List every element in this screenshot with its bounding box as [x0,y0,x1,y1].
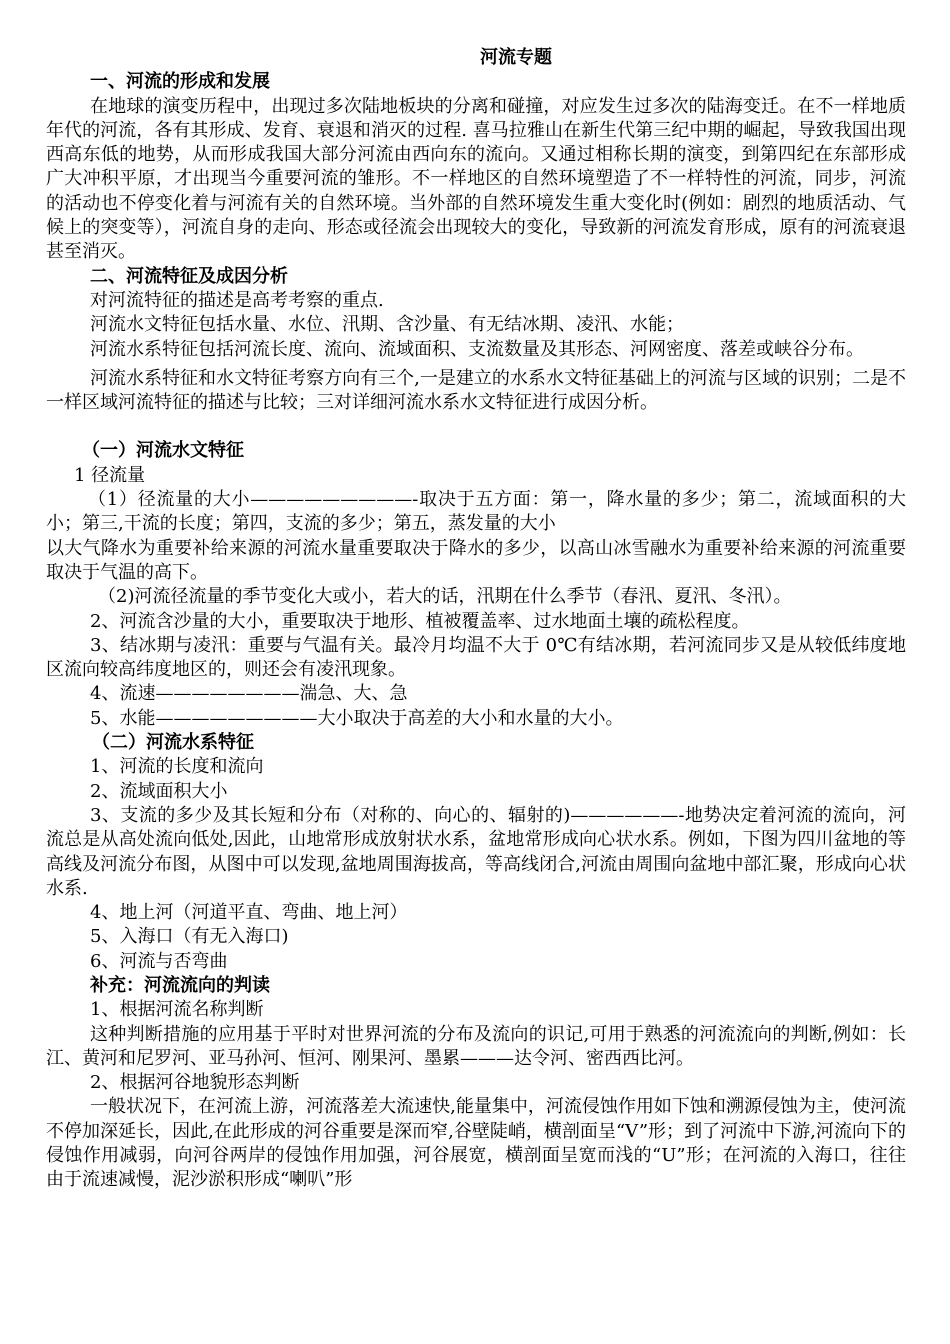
list-item-water-energy: 5、水能—————————大小取决于高差的大小和水量的大小。 [90,707,624,729]
list-item-meander: 6、河流与否弯曲 [90,950,228,972]
subsection-heading-hydrology: （一）河流水文特征 [82,440,244,462]
paragraph-runoff-size: （1）径流量的大小—————————-取决于五方面：第一，降水量的多少；第二，流域面积的大小；第三,干流的长度；第四，支流的多少；第五，蒸发量的大小 [46,489,906,535]
paragraph-runoff-supply: 以大气降水为重要补给来源的河流水量重要取决于降水的多少，以高山冰雪融水为重要补给来源的河流重要取决于气温的高下。 [46,537,906,583]
paragraph-by-name: 这种判断措施的应用基于平时对世界河流的分布及流向的识记,可用于熟悉的河流流向的判断,例如：长江、黄河和尼罗河、亚马孙河、恒河、刚果河、墨累———达令河、密西西比河。 [46,1023,906,1069]
list-item-runoff: 1 径流量 [74,464,146,486]
paragraph-by-valley: 一般状况下，在河流上游，河流落差大流速快,能量集中，河流侵蚀作用如下蚀和溯源侵蚀为主，使河流不停加深延长，因此,在此形成的河谷重要是深而窄,谷壁陡峭，横剖面呈“V”形；到了河流中下游,河流向下的侵蚀作用减弱，向河谷两岸的侵蚀作用加强，河谷展宽，横剖面呈宽而浅的“U”形；在河流的入海口，往往由于流速减慢，泥沙淤积形成“喇叭”形 [46,1096,906,1191]
list-item-length: 1、河流的长度和流向 [90,756,264,778]
paragraph-formation: 在地球的演变历程中，出现过多次陆地板块的分离和碰撞，对应发生过多次的陆海变迁。在不一样地质年代的河流，各有其形成、发育、衰退和消灭的过程. 喜马拉雅山在新生代第三纪中期的崛起，导致我国出现西高东低的地势，从而形成我国大部分河流由西向东的流向。又通过相称长期的演变，到第四纪在东部形成广大冲积平原，才出现当今重要河流的雏形。不一样地区的自然环境塑造了不一样特性的河流，同步，河流的活动也不停变化着与河流有关的自然环境。当外部的自然环境发生重大变化时(例如：剧烈的地质活动、气候上的突变等），河流自身的走向、形态或径流会出现较大的变化，导致新的河流发育形成，原有的河流衰退甚至消灭。 [46,95,906,263]
document-title: 河流专题 [480,47,552,68]
paragraph-hydrology-features: 河流水文特征包括水量、水位、汛期、含沙量、有无结冰期、凌汛、水能； [90,314,684,336]
list-item-sediment: 2、河流含沙量的大小，重要取决于地形、植被覆盖率、过水地面土壤的疏松程度。 [90,610,750,632]
list-item-ice-period: 3、结冰期与凌汛：重要与气温有关。最冷月均温不大于 0℃有结冰期，若河流同步又是从较低纬度地区流向较高纬度地区的，则还会有凌汛现象。 [46,634,906,681]
paragraph-exam-directions: 河流水系特征和水文特征考察方向有三个,一是建立的水系水文特征基础上的河流与区域的识别；二是不一样区域河流特征的描述与比较；三对详细河流水系水文特征进行成因分析。 [46,367,906,414]
list-item-flow-speed: 4、流速————————湍急、大、急 [90,683,408,705]
paragraph-runoff-season: （2)河流径流量的季节变化大或小，若大的话，汛期在什么季节（春汛、夏汛、冬汛）。 [98,586,792,608]
paragraph-drainage-features: 河流水系特征包括河流长度、流向、流域面积、支流数量及其形态、河网密度、落差或峡谷分布。 [90,338,864,360]
list-item-basin-area: 2、流域面积大小 [90,780,228,802]
spacer [46,415,906,439]
list-item-by-valley: 2、根据河谷地貌形态判断 [90,1072,300,1094]
paragraph-exam-focus: 对河流特征的描述是高考考察的重点. [90,289,384,311]
supplement-heading: 补充：河流流向的判读 [90,974,270,996]
subsection-heading-drainage: （二）河流水系特征 [92,732,254,754]
section-heading-features: 二、河流特征及成因分析 [90,265,288,287]
list-item-estuary: 5、入海口（有无入海口) [90,926,289,948]
list-item-by-name: 1、根据河流名称判断 [90,999,264,1021]
list-item-elevated-river: 4、地上河（河道平直、弯曲、地上河） [90,902,408,924]
section-heading-formation: 一、河流的形成和发展 [90,71,270,93]
list-item-tributaries: 3、支流的多少及其长短和分布（对称的、向心的、辐射的)——————-地势决定着河流的流向，河流总是从高处流向低处,因此，山地常形成放射状水系，盆地常形成向心状水系。例如，下图为四川盆地的等高线及河流分布图，从图中可以发现,盆地周围海拔高，等高线闭合,河流由周围向盆地中部汇聚，形成向心状水系. [46,804,906,899]
